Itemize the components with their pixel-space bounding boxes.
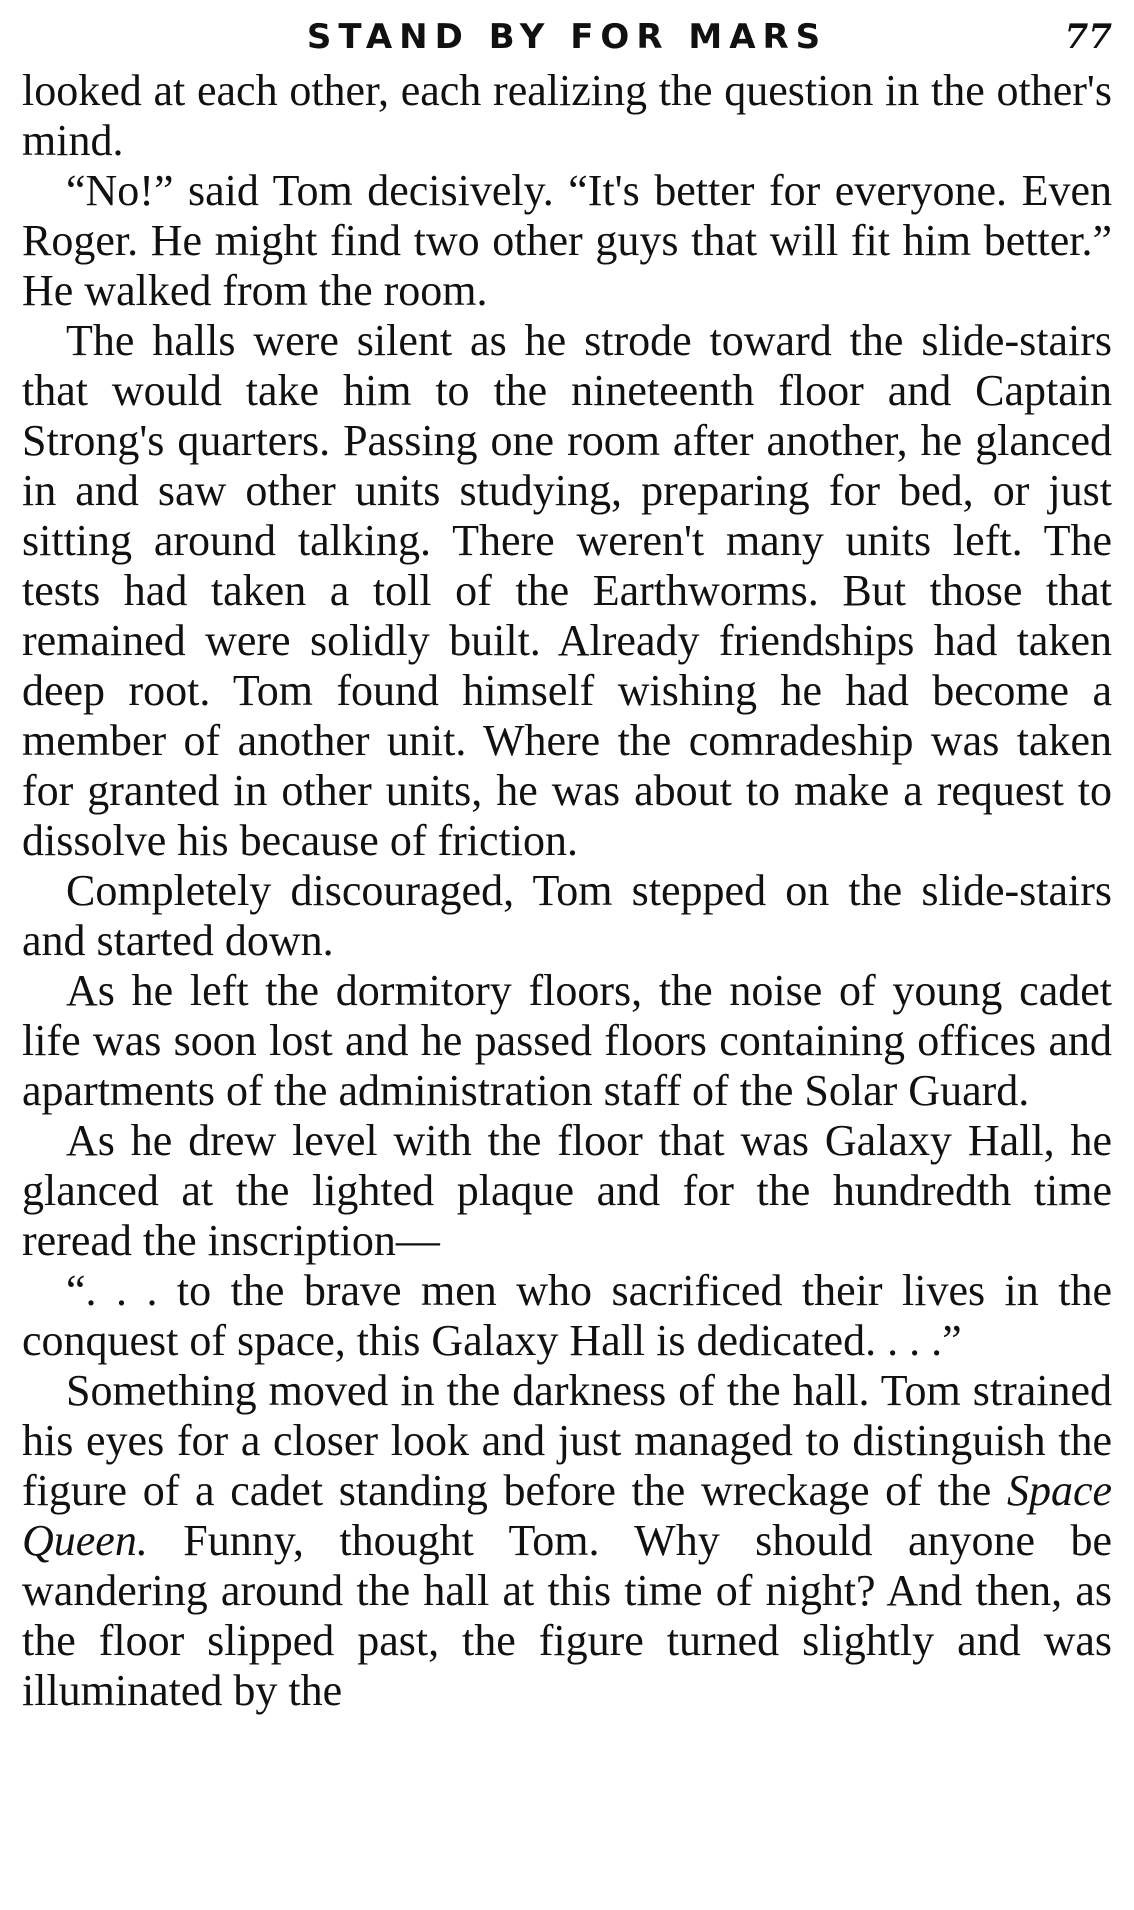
paragraph-text: Funny, thought Tom. Why should anyone be wandering around the hall at this time of night? And then, as the floor slipped past, the figure turned slightly and was illuminated by the (22, 1516, 1112, 1715)
paragraph: “No!” said Tom decisively. “It's better for everyone. Even Roger. He might find two other guys that will fit him better.” He walked from the room. (22, 166, 1112, 315)
running-head (22, 12, 1112, 62)
ship-name: Space Queen. (22, 1466, 1112, 1565)
paragraph: The halls were silent as he strode toward the slide-stairs that would take him to the nineteenth floor and Captain Strong's quarters. Passing one room after another, he glanced in and saw other units studying, preparing for bed, or just sitting around talking. There weren't many units left. The tests had taken a toll of the Earthworms. But those that remained were solidly built. Already friendships had taken deep root. Tom found himself wishing he had become a member of another unit. Where the comradeship was taken for granted in other units, he was about to make a request to dissolve his because of friction. (22, 316, 1112, 865)
paragraph-text: Something moved in the darkness of the hall. Tom strained his eyes for a closer look and just managed to distinguish the figure of a cadet standing before the wreckage of the (22, 1366, 1112, 1515)
body-text (22, 66, 1112, 1716)
paragraph (22, 1366, 1112, 1716)
running-title: STAND BY FOR MARS (306, 17, 828, 57)
paragraph: Completely discouraged, Tom stepped on the slide-stairs and started down. (22, 866, 1112, 965)
page-number: 77 (1064, 17, 1112, 57)
inscription-paragraph: “. . . to the brave men who sacrificed their lives in the conquest of space, this Galaxy Hall is dedicated. . . .” (22, 1266, 1112, 1365)
book-page (22, 12, 1112, 1716)
paragraph: As he left the dormitory floors, the noise of young cadet life was soon lost and he passed floors containing offices and apartments of the administration staff of the Solar Guard. (22, 966, 1112, 1115)
paragraph: As he drew level with the floor that was Galaxy Hall, he glanced at the lighted plaque and for the hundredth time reread the inscription— (22, 1116, 1112, 1265)
paragraph: looked at each other, each realizing the question in the other's mind. (22, 66, 1112, 165)
